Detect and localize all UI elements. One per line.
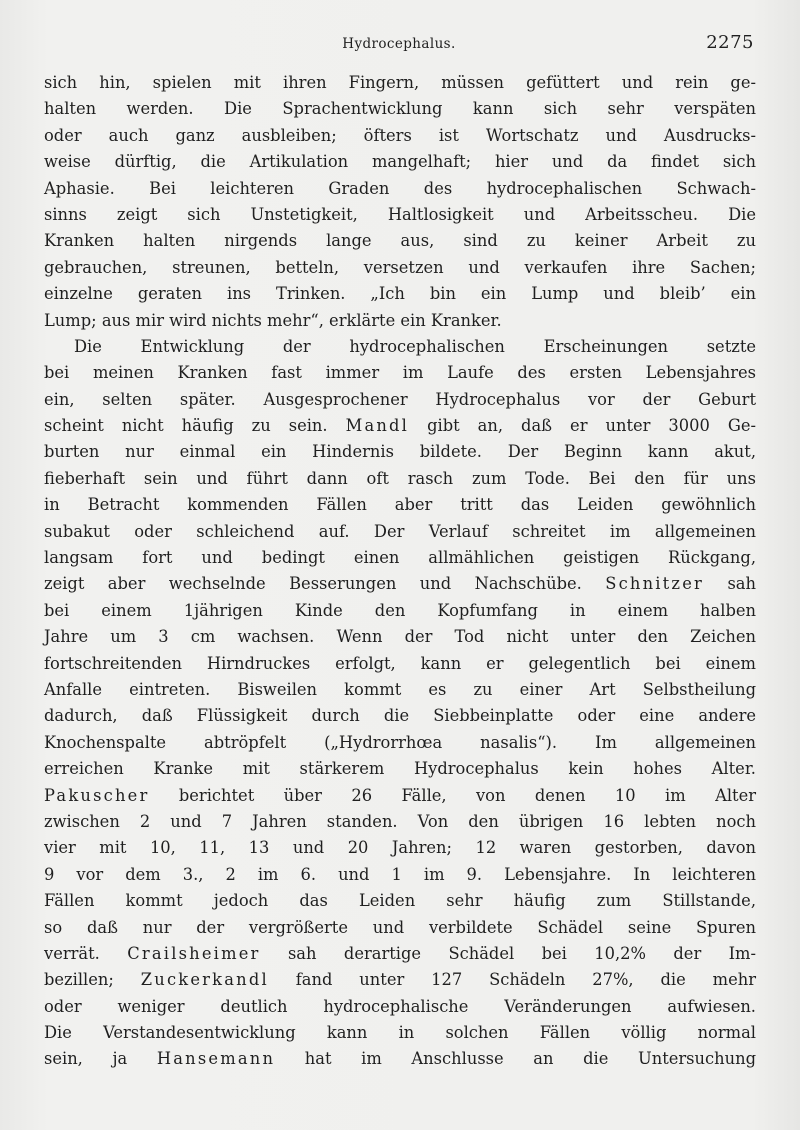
text-line — [44, 598, 756, 624]
text-run: subakut oder schleichend auf. Der Verlauf schreitet im allgemeinen — [44, 521, 756, 541]
text-line — [44, 123, 756, 149]
text-line — [44, 783, 756, 809]
text-run: zeigt aber wechselnde Besserungen und Nachschübe. — [44, 574, 606, 594]
text-run: sah derartige Schädel bei 10,2% der Im- — [260, 943, 756, 963]
text-line — [44, 756, 756, 782]
text-line — [44, 387, 756, 413]
running-title: Hydrocephalus. — [342, 36, 456, 52]
text-run: Anfalle eintreten. Bisweilen kommt es zu einer Art Selbstheilung — [44, 679, 756, 699]
text-run: Fällen kommt jedoch das Leiden sehr häufig zum Stillstande, — [44, 891, 756, 911]
text-run: gibt an, daß er unter 3000 Ge- — [409, 416, 756, 436]
text-run: fieberhaft sein und führt dann oft rasch zum Tode. Bei den für uns — [44, 468, 756, 488]
text-line — [44, 308, 756, 334]
text-run: zwischen 2 und 7 Jahren standen. Von den übrigen 16 lebten noch — [44, 811, 756, 831]
text-run: dadurch, daß Flüssigkeit durch die Siebbeinplatte oder eine andere — [44, 706, 756, 726]
text-line — [44, 176, 756, 202]
text-line — [44, 862, 756, 888]
text-run: gebrauchen, streunen, betteln, versetzen und verkaufen ihre Sachen; — [44, 257, 756, 277]
text-run: Aphasie. Bei leichteren Graden des hydrocephalischen Schwach- — [44, 178, 756, 198]
text-line — [44, 281, 756, 307]
text-line — [44, 334, 756, 360]
text-run: fand unter 127 Schädeln 27%, die mehr — [268, 970, 756, 990]
text-run: Die Entwicklung der hydrocephalischen Erscheinungen setzte — [74, 336, 756, 356]
text-run: so daß nur der vergrößerte und verbildete Schädel seine Spuren — [44, 917, 756, 937]
text-run: burten nur einmal ein Hindernis bildete. Der Beginn kann akut, — [44, 442, 756, 462]
text-run: weise dürftig, die Artikulation mangelhaft; hier und da findet sich — [44, 152, 756, 172]
text-line — [44, 703, 756, 729]
text-run: langsam fort und bedingt einen allmählichen geistigen Rückgang, — [44, 548, 756, 568]
spaced-name: Schnitzer — [605, 574, 705, 594]
text-line — [44, 1020, 756, 1046]
text-line — [44, 360, 756, 386]
text-line — [44, 519, 756, 545]
text-run: fortschreitenden Hirndruckes erfolgt, kann er gelegentlich bei einem — [44, 653, 756, 673]
text-run: sich hin, spielen mit ihren Fingern, müssen gefüttert und rein ge- — [44, 73, 756, 92]
text-run: sinns zeigt sich Unstetigkeit, Haltlosigkeit und Arbeitsscheu. Die — [44, 204, 756, 224]
spaced-name: Pakuscher — [44, 785, 150, 805]
text-run: halten werden. Die Sprachentwicklung kann sich sehr verspäten — [44, 99, 756, 119]
text-run: berichtet über 26 Fälle, von denen 10 im Alter — [149, 785, 756, 805]
text-line — [44, 439, 756, 465]
text-run: sah — [704, 574, 756, 594]
text-run: sein, ja — [44, 1049, 157, 1069]
text-line — [44, 915, 756, 941]
text-line — [44, 413, 756, 439]
text-line — [44, 228, 756, 254]
text-line — [44, 492, 756, 518]
text-line — [44, 624, 756, 650]
page-number: 2275 — [706, 32, 754, 53]
text-run: bei einem 1jährigen Kinde den Kopfumfang in einem halben — [44, 600, 756, 620]
text-run: scheint nicht häufig zu sein. — [44, 416, 346, 436]
text-run: Kranken halten nirgends lange aus, sind zu keiner Arbeit zu — [44, 231, 756, 251]
spaced-name: Zuckerkandl — [140, 970, 269, 990]
text-line — [44, 809, 756, 835]
text-run: Knochenspalte abtröpfelt („Hydrorrhœa nasalis“). Im allgemeinen — [44, 732, 756, 752]
text-run: hat im Anschlusse an die Untersuchung — [275, 1049, 756, 1069]
text-line — [44, 70, 756, 96]
text-line — [44, 651, 756, 677]
text-run: Lump; aus mir wird nichts mehr“, erklärte ein Kranker. — [44, 310, 502, 330]
text-line — [44, 96, 756, 122]
text-run: erreichen Kranke mit stärkerem Hydrocephalus kein hohes Alter. — [44, 759, 756, 779]
text-line — [44, 888, 756, 914]
text-line — [44, 730, 756, 756]
text-run: 9 vor dem 3., 2 im 6. und 1 im 9. Lebensjahre. In leichteren — [44, 864, 756, 884]
text-line — [44, 149, 756, 175]
text-run: Jahre um 3 cm wachsen. Wenn der Tod nicht unter den Zeichen — [44, 627, 756, 647]
text-line — [44, 255, 756, 281]
text-run: ein, selten später. Ausgesprochener Hydrocephalus vor der Geburt — [44, 389, 756, 409]
text-line — [44, 677, 756, 703]
text-line — [44, 466, 756, 492]
text-run: bezillen; — [44, 970, 141, 990]
text-line — [44, 941, 756, 967]
text-run: in Betracht kommenden Fällen aber tritt das Leiden gewöhnlich — [44, 495, 756, 515]
spaced-name: Crailsheimer — [127, 943, 261, 963]
text-run: bei meinen Kranken fast immer im Laufe des ersten Lebensjahres — [44, 363, 756, 383]
text-run: vier mit 10, 11, 13 und 20 Jahren; 12 waren gestorben, davon — [44, 838, 756, 858]
text-line — [44, 994, 756, 1020]
text-run: Die Verstandesentwicklung kann in solchen Fällen völlig normal — [44, 1023, 756, 1043]
text-line — [44, 967, 756, 993]
text-line — [44, 1046, 756, 1072]
text-line — [44, 835, 756, 861]
text-line — [44, 202, 756, 228]
text-run: verrät. — [44, 943, 128, 963]
spaced-name: Hansemann — [156, 1049, 276, 1069]
text-line — [44, 571, 756, 597]
text-run: oder weniger deutlich hydrocephalische Veränderungen aufwiesen. — [44, 996, 756, 1016]
body-text — [44, 70, 756, 1073]
text-line — [44, 545, 756, 571]
spaced-name: Mandl — [345, 416, 410, 436]
page-header — [44, 30, 754, 60]
text-run: einzelne geraten ins Trinken. „Ich bin ein Lump und bleib’ ein — [44, 284, 756, 304]
text-run: oder auch ganz ausbleiben; öfters ist Wortschatz und Ausdrucks- — [44, 125, 756, 145]
